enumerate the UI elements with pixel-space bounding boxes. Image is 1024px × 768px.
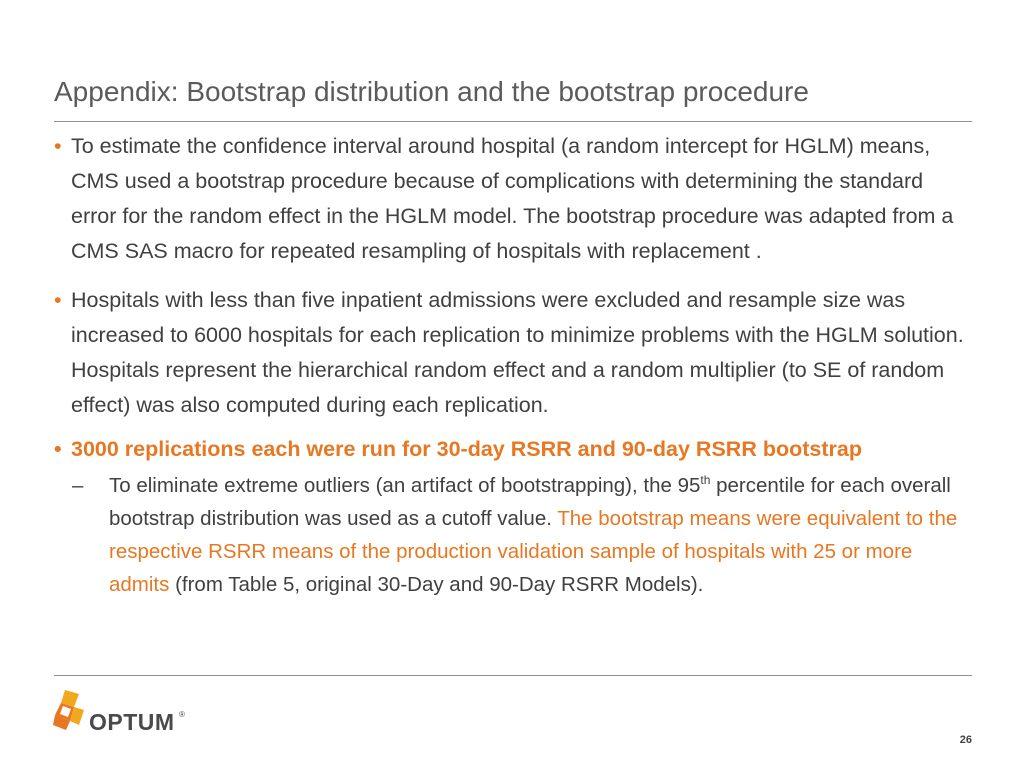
footer-divider <box>54 675 972 676</box>
title-divider <box>54 121 972 122</box>
sub-bullet-text-part1: To eliminate extreme outliers (an artifact of bootstrapping), the 95 <box>109 474 701 497</box>
bullet-replications: • 3000 replications each were run for 30-day RSRR and 90-day RSRR bootstrap <box>54 432 972 467</box>
dash-marker: – <box>72 474 84 497</box>
registered-mark: ® <box>179 710 185 719</box>
optum-logo <box>52 688 192 738</box>
bullet-hospital-exclusion: • Hospitals with less than five inpatient admissions were excluded and resample size was increased to 6000 hospitals for each replication to minimize problems with the HGLM solution. Hospitals represent the hierarchical random effect and a random multiplier (to SE of random effect) was also computed during each replication. <box>54 283 972 423</box>
optum-logo-icon <box>52 688 86 732</box>
slide-title: Appendix: Bootstrap distribution and the bootstrap procedure <box>54 76 809 107</box>
optum-logo-text: OPTUM <box>89 709 175 735</box>
highlighted-text: The bootstrap means were equivalent to the respective RSRR means of the production validation sample of hospitals with 25 or more admits <box>109 507 958 596</box>
sub-bullet-text-part2: percentile for each overall bootstrap distribution was used as a cutoff value. <box>109 474 951 530</box>
page-number: 26 <box>959 734 972 746</box>
bullet-confidence-interval: • To estimate the confidence interval around hospital (a random intercept for HGLM) means, CMS used a bootstrap procedure because of complications with determining the standard error for the random effect in the HGLM model. The bootstrap procedure was adapted from a CMS SAS macro for repeated resampling of hospitals with replacement . <box>54 129 972 269</box>
sub-bullet-text-part3: (from Table 5, original 30-Day and 90-Day RSRR Models). <box>169 573 704 596</box>
superscript-th: th <box>700 473 711 487</box>
sub-bullet-outliers <box>54 469 972 601</box>
slide-body <box>54 129 972 601</box>
